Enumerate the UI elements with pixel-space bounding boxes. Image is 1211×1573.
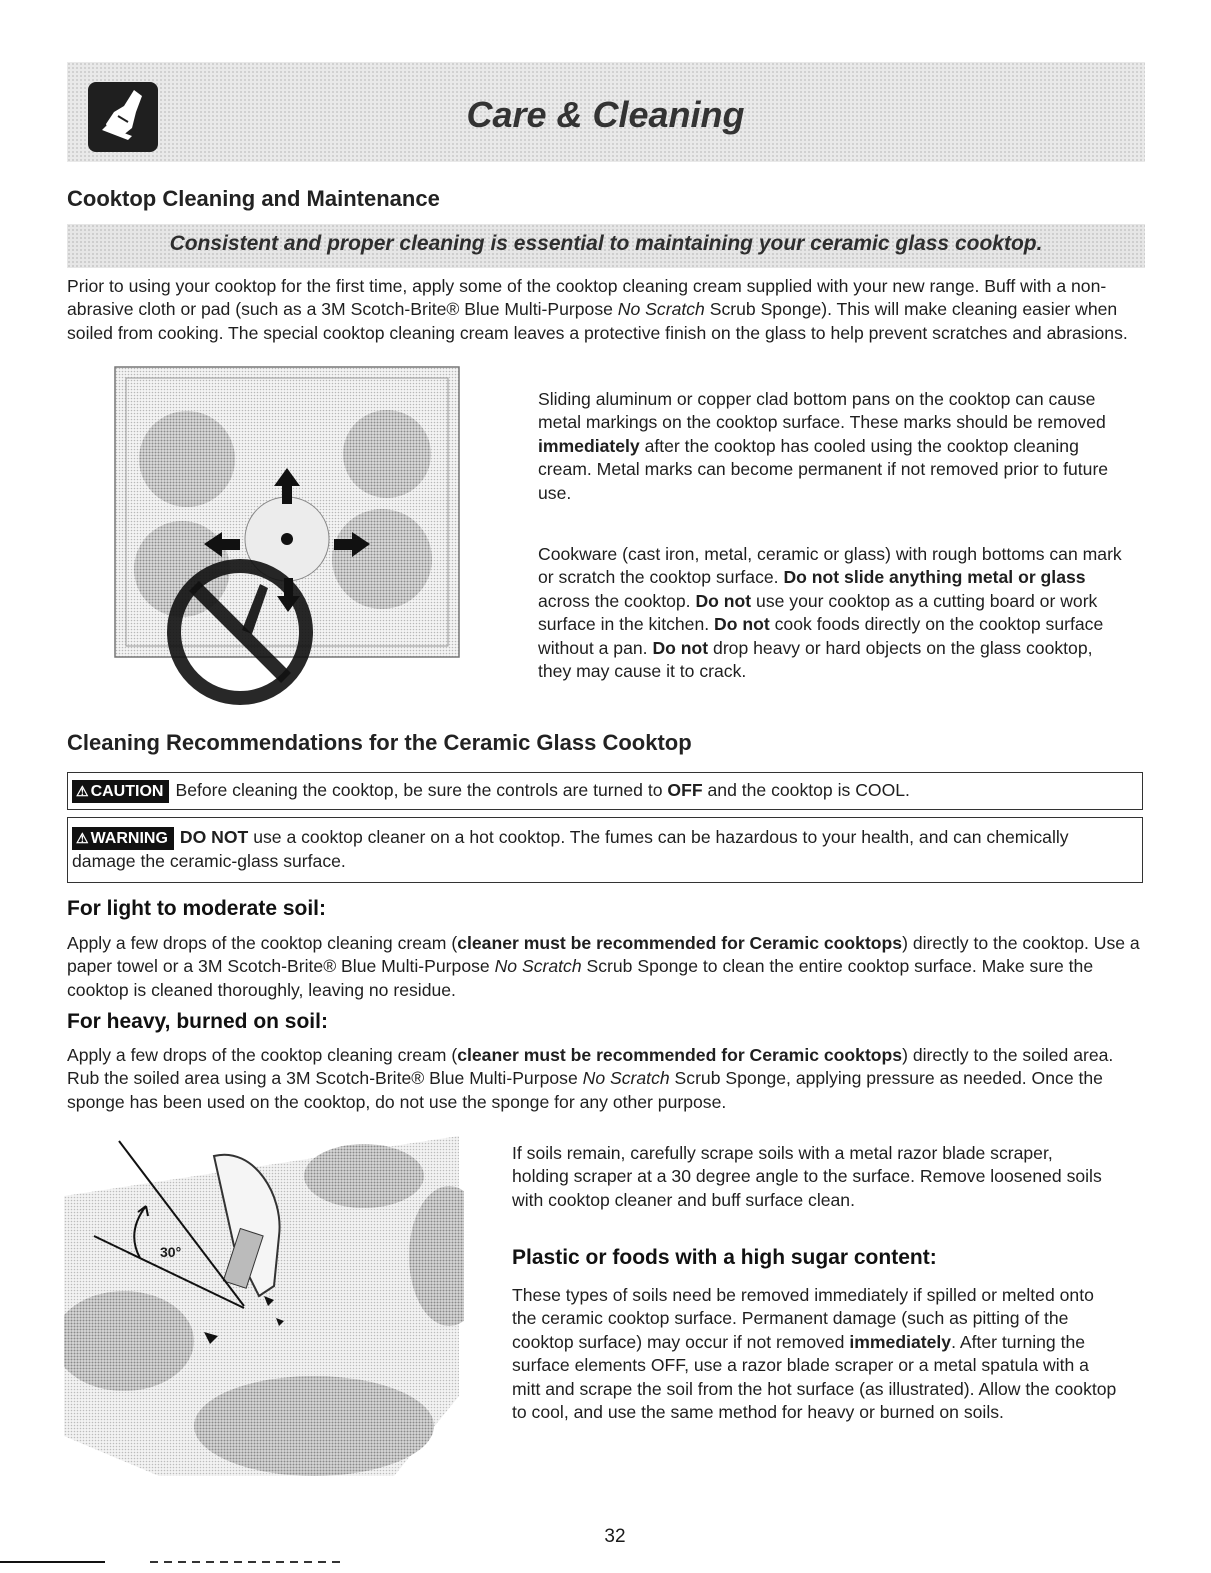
intro-paragraph: Prior to using your cooktop for the first time, apply some of the cooktop cleaning cream supplied with your new range. Buff with a non-abrasive cloth or pad (such as a 3M Scotch-Brite® Blue Multi-Purpose No Scratch Scrub Sponge). This will make cleaning easier when soiled from cooking. The special cooktop cleaning cream leaves a protective finish on the glass to help prevent scratches and abrasions. [67,276,1128,343]
cooktop-no-slide-illustration [112,364,462,734]
warning-badge: ⚠ WARNING [72,827,174,850]
caution-text: ⚠ CAUTION Before cleaning the cooktop, be sure the controls are turned to OFF and the cooktop is COOL. [72,779,1132,803]
angle-label: 30° [160,1244,182,1260]
heavy-soil-paragraph: Apply a few drops of the cooktop cleaning cream (cleaner must be recommended for Ceramic cooktops) directly to the soiled area. Rub the soiled area using a 3M Scotch-Brite® Blue Multi-Purpose No Scratch Scrub Sponge, applying pressure as needed. Once the sponge has been used on the cooktop, do not use the sponge for any other purpose. [67,1045,1114,1112]
caution-badge: ⚠ CAUTION [72,780,169,803]
scraper-illustration [64,1136,464,1476]
plastic-paragraph: These types of soils need be removed immediately if spilled or melted onto the ceramic cooktop surface. Permanent damage (such as pitting of the cooktop surface) may occur if not removed immediately. After turning the surface elements OFF, use a razor blade scraper or a metal spatula with a mitt and scrape the soil from the hot surface (as illustrated). Allow the cooktop to cool, and use the same method for heavy or burned on soils. [512,1285,1117,1423]
warning-box [67,817,1143,883]
warning-text: ⚠ WARNING DO NOT use a cooktop cleaner on a hot cooktop. The fumes can be hazardous to your health, and can chemically damage the ceramic-glass surface. [72,827,1069,871]
sliding-pans-paragraph: Sliding aluminum or copper clad bottom pans on the cooktop can cause metal markings on the cooktop surface. These marks should be removed immediately after the cooktop has cooled using the cooktop cleaning cream. Metal marks can become permanent if not removed prior to future use. [538,389,1109,503]
page-number: 32 [604,1526,626,1547]
section-heading-recommendations: Cleaning Recommendations for the Ceramic Glass Cooktop [67,730,692,755]
warning-triangle-icon: ⚠ [76,783,89,799]
footer-rule [0,1561,105,1563]
caution-box [67,772,1143,810]
footer-dashes [150,1561,340,1563]
cookware-paragraph: Cookware (cast iron, metal, ceramic or glass) with rough bottoms can mark or scratch the cooktop surface. Do not slide anything metal or glass across the cooktop. Do not use your cooktop as a cutting board or work surface in the kitchen. Do not cook foods directly on the cooktop surface without a pan. Do not drop heavy or hard objects on the glass cooktop, they may cause it to crack. [538,544,1122,682]
light-soil-heading: For light to moderate soil: [67,897,327,920]
warning-triangle-icon: ⚠ [76,830,89,846]
heavy-soil-heading: For heavy, burned on soil: [67,1010,328,1033]
scrape-paragraph: If soils remain, carefully scrape soils with a metal razor blade scraper, holding scraper at a 30 degree angle to the surface. Remove loosened soils with cooktop cleaner and buff surface clean. [512,1143,1102,1210]
page-title: Care & Cleaning [466,94,745,135]
subbanner-text: Consistent and proper cleaning is essential to maintaining your ceramic glass cooktop. [169,232,1043,255]
plastic-heading: Plastic or foods with a high sugar content: [512,1246,937,1269]
light-soil-paragraph: Apply a few drops of the cooktop cleaning cream (cleaner must be recommended for Ceramic cooktops) directly to the cooktop. Use a paper towel or a 3M Scotch-Brite® Blue Multi-Purpose No Scratch Scrub Sponge to clean the entire cooktop surface. Make sure the cooktop is cleaned thoroughly, leaving no residue. [67,933,1140,1000]
section-heading-maintenance: Cooktop Cleaning and Maintenance [67,186,440,211]
